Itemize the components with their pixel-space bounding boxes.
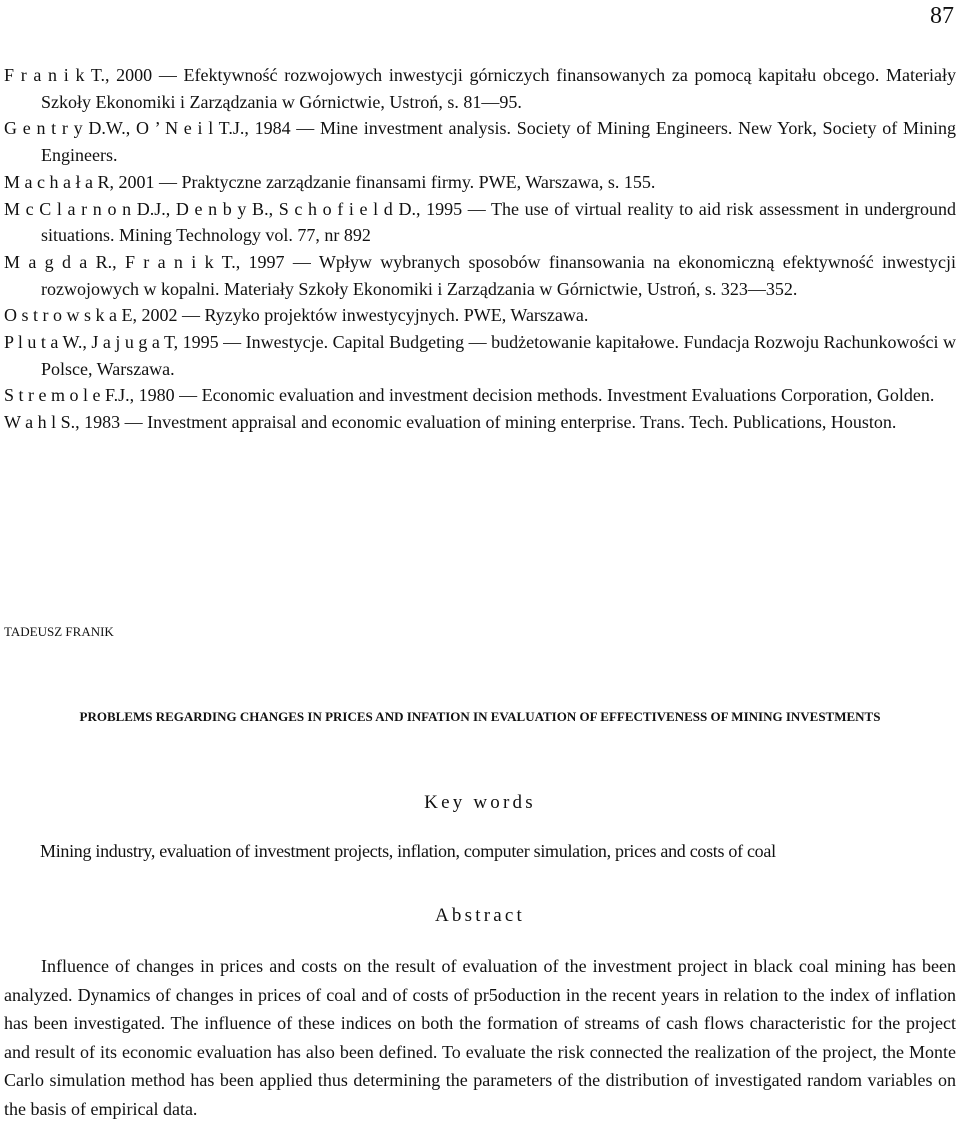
reference-text: D.W., xyxy=(82,118,136,139)
reference-author: D e n b y xyxy=(175,198,247,219)
keywords-text: Mining industry, evaluation of investment projects, inflation, computer simulation, prices and costs of coal xyxy=(40,841,776,861)
reference-text: D., 1995 — The use of virtual reality to aid risk assessment in underground situations. Mining Technology vol. 77, nr 892 xyxy=(41,198,956,246)
reference-author: S t r e m o l e xyxy=(4,385,101,406)
reference-item xyxy=(4,329,956,382)
reference-text: R., xyxy=(87,251,125,272)
reference-author: M c C l a r n o n xyxy=(4,198,132,219)
reference-item xyxy=(4,382,956,409)
reference-text: T., 2000 — Efektywność rozwojowych inwestycji górniczych finansowanych za pomocą kapitału obcego. Materiały Szkoły Ekonomiki i Zarządzania w Górnictwie, Ustroń, s. 81—95. xyxy=(41,65,956,112)
english-title: PROBLEMS REGARDING CHANGES IN PRICES AND INFATION IN EVALUATION OF EFFECTIVENESS OF MINING INVESTMENTS xyxy=(79,709,881,724)
reference-author: M a c h a ł a xyxy=(4,171,93,192)
reference-text: S., 1983 — Investment appraisal and economic evaluation of mining enterprise. Trans. Tech. Publications, Houston. xyxy=(56,412,897,433)
reference-author: S c h o f i e l d xyxy=(278,198,393,219)
reference-author: J a j u g a xyxy=(91,332,160,353)
reference-text: B., xyxy=(246,198,279,219)
reference-author: F r a n i k xyxy=(124,251,214,272)
reference-text: F.J., 1980 — Economic evaluation and investment decision methods. Investment Evaluations Corporation, Golden. xyxy=(100,385,935,406)
reference-author: O s t r o w s k a xyxy=(4,305,117,326)
author-name: TADEUSZ FRANIK xyxy=(4,624,114,639)
reference-author: O ’ N e i l xyxy=(135,118,214,139)
reference-item xyxy=(4,249,956,302)
reference-item xyxy=(4,115,956,168)
reference-text: R, 2001 — Praktyczne zarządzanie finansami firmy. PWE, Warszawa, s. 155. xyxy=(92,171,656,192)
reference-item xyxy=(4,62,956,115)
reference-author: M a g d a xyxy=(4,251,88,272)
abstract-text: Influence of changes in prices and costs on the result of evaluation of the investment project in black coal mining has been analyzed. Dynamics of changes in prices of coal and of costs of pr5oduction in the recent years in relation to the index of inflation has been investigated. The influence of these indices on both the formation of streams of cash flows characteristic for the project and result of its economic evaluation has also been defined. To evaluate the risk connected the realization of the project, the Monte Carlo simulation method has been applied thus determining the parameters of the distribution of investigated random variables on the basis of empirical data. xyxy=(4,956,956,1119)
reference-author: G e n t r y xyxy=(4,118,83,139)
reference-text: T, 1995 — Inwestycje. Capital Budgeting — budżetowanie kapitałowe. Fundacja Rozwoju Rachunkowości w Polsce, Warszawa. xyxy=(41,332,957,379)
keywords-heading: Key words xyxy=(424,792,536,813)
reference-author: W a h l xyxy=(4,412,57,433)
reference-text: D.J., xyxy=(131,198,176,219)
reference-item xyxy=(4,302,956,329)
abstract-heading: Abstract xyxy=(435,905,525,926)
reference-author: F r a n i k xyxy=(4,65,85,85)
reference-text: T.J., 1984 — Mine investment analysis. Society of Mining Engineers. New York, Society of Mining Engineers. xyxy=(41,118,957,166)
reference-list xyxy=(4,62,956,436)
reference-text: W., xyxy=(58,332,92,353)
reference-text: T., 1997 — Wpływ wybranych sposobów finansowania na ekonomiczną efektywność inwestycji rozwojowych w kopalni. Materiały Szkoły Ekonomiki i Zarządzania w Górnictwie, Ustroń, s. 323—352. xyxy=(41,251,956,299)
reference-text: E, 2002 — Ryzyko projektów inwestycyjnych. PWE, Warszawa. xyxy=(117,305,589,326)
page-number: 87 xyxy=(930,3,954,29)
reference-item xyxy=(4,409,956,436)
reference-author: P l u t a xyxy=(4,332,59,353)
reference-item xyxy=(4,196,956,249)
reference-item xyxy=(4,169,956,196)
